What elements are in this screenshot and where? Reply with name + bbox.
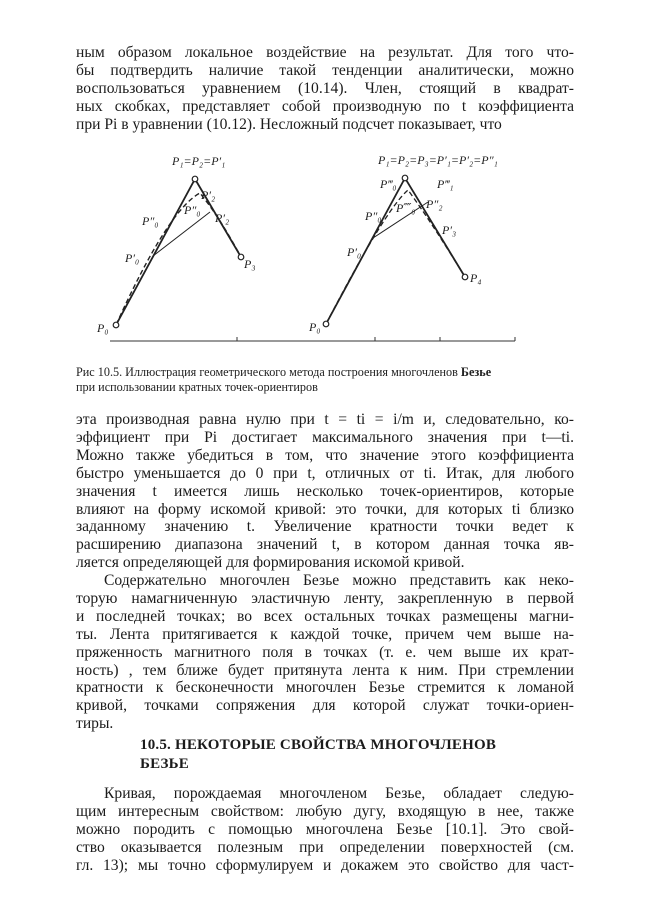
text-line: гл. 13); мы точно сформулируем и докажем это свойство для част- <box>76 856 574 874</box>
control-point <box>192 176 198 182</box>
point-label: P″₂ <box>426 197 443 211</box>
section-heading <box>140 736 560 774</box>
text-line: щим интересным свойством: любую дугу, входящую в нее, также <box>76 802 574 820</box>
section-heading-line: 10.5. НЕКОТОРЫЕ СВОЙСТВА МНОГОЧЛЕНОВ <box>140 737 497 753</box>
control-point <box>113 322 119 328</box>
point-label: P‴₀ <box>380 177 397 191</box>
paragraph-derivative <box>76 411 574 572</box>
construction-line <box>153 212 210 256</box>
left-diagram <box>96 154 256 335</box>
point-label: P′₀ <box>347 245 362 259</box>
point-label: P₀ <box>309 320 321 334</box>
control-point <box>402 175 408 181</box>
bezier-diagram <box>90 150 530 360</box>
text-line: тиры. <box>76 715 114 733</box>
text-line: ность) , тем ближе будет притянута лента к ним. При стремлении <box>76 661 574 679</box>
point-label: P′₃ <box>442 223 457 237</box>
text-line: пряженность магнитного поля в точках (т. е. чем выше их крат- <box>76 643 574 661</box>
text-line: значения t имеется лишь несколько точек-ориентиров, которые <box>76 482 574 500</box>
point-label: P′₂ <box>201 188 216 202</box>
control-point <box>323 321 329 327</box>
text-line: эта производная равна нулю при t = ti = i/m и, следовательно, ко- <box>76 411 574 428</box>
text-line: быстро уменьшается до 0 при t, отличных от ti. Итак, для любого <box>76 464 574 482</box>
point-label: P″₀ <box>142 214 159 228</box>
text-line: кратности к бесконечности многочлен Безье стремится к ломаной <box>76 679 574 697</box>
control-point <box>462 274 468 280</box>
text-line: ство оказывается полезным при определении поверхностей (см. <box>76 838 574 856</box>
text-line: и последней точках; во всех остальных точках размещены магни- <box>76 607 574 625</box>
figure-caption <box>76 365 574 394</box>
text-line: Содержательно многочлен Безье можно представить как неко- <box>104 572 574 589</box>
point-label: P₁=P₂=P′₁ <box>172 154 226 168</box>
point-label: P₀ <box>97 321 109 335</box>
text-line: ты. Лента притягивается к каждой точке, причем чем выше на- <box>76 625 574 643</box>
text-line: торую намагниченную эластичную ленту, закрепленную в первой <box>76 589 574 607</box>
point-label: P″₀ <box>365 209 382 223</box>
caption-suffix: при использовании кратных точек-ориентиров <box>76 379 318 394</box>
text-line: бы подтвердить наличие такой тенденции аналитически, можно <box>76 61 574 79</box>
control-point <box>238 254 244 260</box>
point-label: P₄ <box>470 271 482 285</box>
text-line: влияют на форму искомой кривой: это точки, для которых ti близко <box>76 500 574 518</box>
text-line: Можно также убедиться в том, что значение этого коэффициента <box>76 446 574 464</box>
bezier-figure <box>90 150 530 360</box>
text-line: ных скобках, представляет собой производную по t коэффициента <box>76 97 574 115</box>
text-line: заданному значению t. Увеличение кратности точки ведет к <box>76 518 574 536</box>
text-line: можно породить с помощью многочлена Безье [10.1]. Это свой- <box>76 820 574 838</box>
text-line: кривой, точками сопряжения для которой служат точки-ориен- <box>76 697 574 715</box>
text-line: при Pi в уравнении (10.12). Несложный подсчет показывает, что <box>76 115 502 133</box>
text-line: расширению диапазона значений t, в котором данная точка яв- <box>76 536 574 554</box>
point-label: P‴₁ <box>437 177 454 191</box>
point-label: P′₂ <box>215 211 230 225</box>
text-line: воспользоваться уравнением (10.14). Член, стоящий в квадрат- <box>76 79 574 97</box>
caption-bold: Безье <box>460 365 492 379</box>
text-line: ным образом локальное воздействие на результат. Для того что- <box>76 44 574 61</box>
point-label: P′₀ <box>125 251 140 265</box>
point-label: P₁=P₂=P₃=P′₁=P′₂=P″₁ <box>378 153 498 167</box>
paragraph-magnet-tape <box>76 572 574 733</box>
caption-prefix: Рис 10.5. Иллюстрация геометрического метода построения многочленов <box>76 365 461 379</box>
point-label: P₃ <box>244 257 256 271</box>
point-label: P″₀ <box>184 203 201 217</box>
section-heading-line: БЕЗЬЕ <box>140 756 189 772</box>
text-line: ляется определяющей для формирования искомой кривой. <box>76 554 465 572</box>
point-label: P⁗₀ <box>396 201 416 215</box>
text-line: эффициент при Pi достигает максимального значения при t—ti. <box>76 428 574 446</box>
paragraph-bezier-property <box>76 785 574 875</box>
right-diagram <box>308 153 498 334</box>
text-line: Кривая, порождаемая многочленом Безье, обладает следую- <box>104 785 574 802</box>
top-paragraph <box>76 44 574 134</box>
